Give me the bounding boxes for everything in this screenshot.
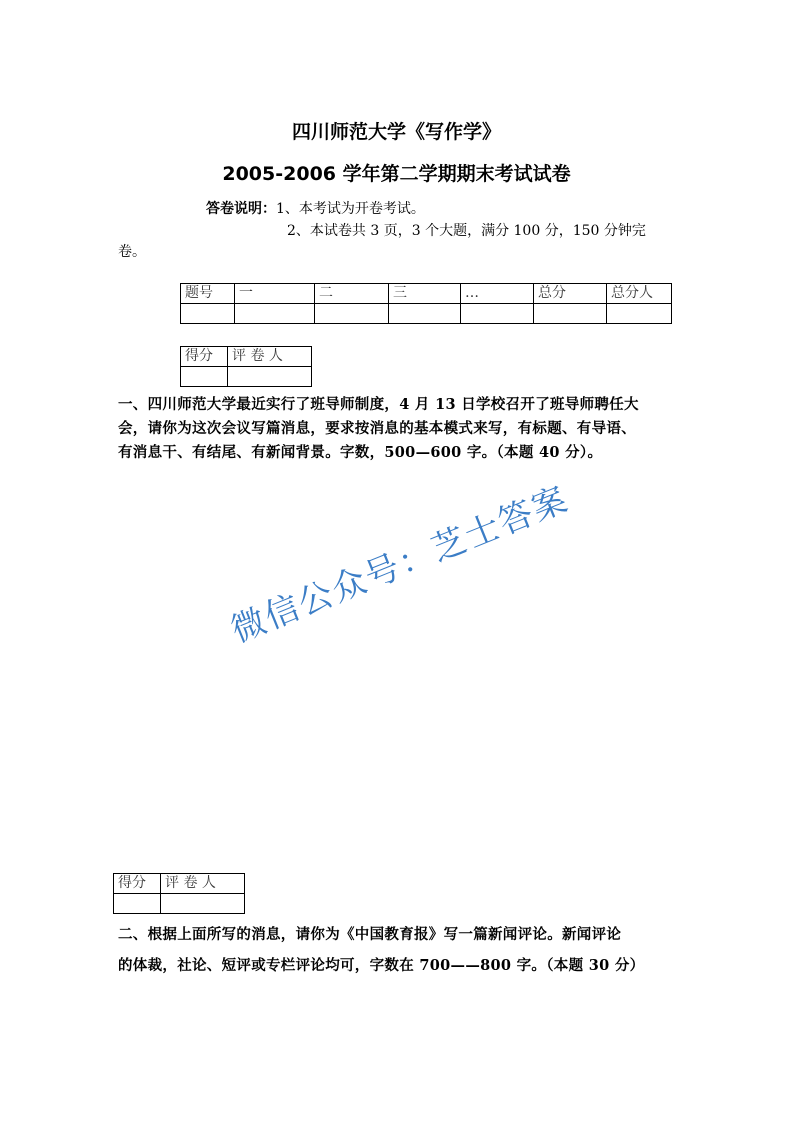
exam-subtitle: 2005-2006 学年第二学期期末考试试卷 — [222, 163, 571, 185]
grader-header: 评 卷 人 — [161, 874, 245, 894]
exam-title: 四川师范大学《写作学》 — [291, 121, 501, 143]
score-table — [180, 283, 672, 324]
score-header: 题号 — [181, 284, 235, 304]
score-cell — [235, 304, 315, 324]
score-cell — [315, 304, 389, 324]
question1-line: 一、四川师范大学最近实行了班导师制度，4 月 13 日学校召开了班导师聘任大 — [118, 396, 639, 413]
instruction-item-2: 2、本试卷共 3 页，3 个大题，满分 100 分，150 分钟完 — [287, 223, 646, 239]
instructions-line1 — [206, 201, 425, 218]
score-header: 总分 — [534, 284, 607, 304]
watermark: 微信公众号：芝士答案 — [225, 479, 575, 651]
question1-line: 会，请你为这次会议写篇消息，要求按消息的基本模式来写，有标题、有导语、 — [118, 420, 636, 437]
score-header: 三 — [389, 284, 461, 304]
score-cell — [607, 304, 672, 324]
score-cell — [181, 304, 235, 324]
question2-line: 二、根据上面所写的消息，请你为《中国教育报》写一篇新闻评论。新闻评论 — [118, 926, 622, 943]
score-cell — [461, 304, 534, 324]
question2-line: 的体裁，社论、短评或专栏评论均可，字数在 700——800 字。（本题 30 分） — [118, 957, 645, 974]
score-cell — [389, 304, 461, 324]
grader-cell — [161, 894, 245, 914]
score-cell — [534, 304, 607, 324]
instruction-item-2-cont: 卷。 — [118, 244, 146, 260]
grader-header: 评 卷 人 — [228, 347, 312, 367]
score-header: 二 — [315, 284, 389, 304]
score-header: … — [461, 284, 534, 304]
grader-header: 得分 — [181, 347, 228, 367]
instruction-item-1: 1、本考试为开卷考试。 — [276, 201, 425, 217]
question1-line: 有消息干、有结尾、有新闻背景。字数，500—600 字。（本题 40 分）。 — [118, 444, 603, 461]
grader-table-2 — [113, 873, 245, 914]
score-header: 一 — [235, 284, 315, 304]
grader-table-1 — [180, 346, 312, 387]
score-header: 总分人 — [607, 284, 672, 304]
grader-header: 得分 — [114, 874, 161, 894]
grader-cell — [181, 367, 228, 387]
instructions-label: 答卷说明： — [206, 201, 276, 217]
grader-cell — [114, 894, 161, 914]
grader-cell — [228, 367, 312, 387]
